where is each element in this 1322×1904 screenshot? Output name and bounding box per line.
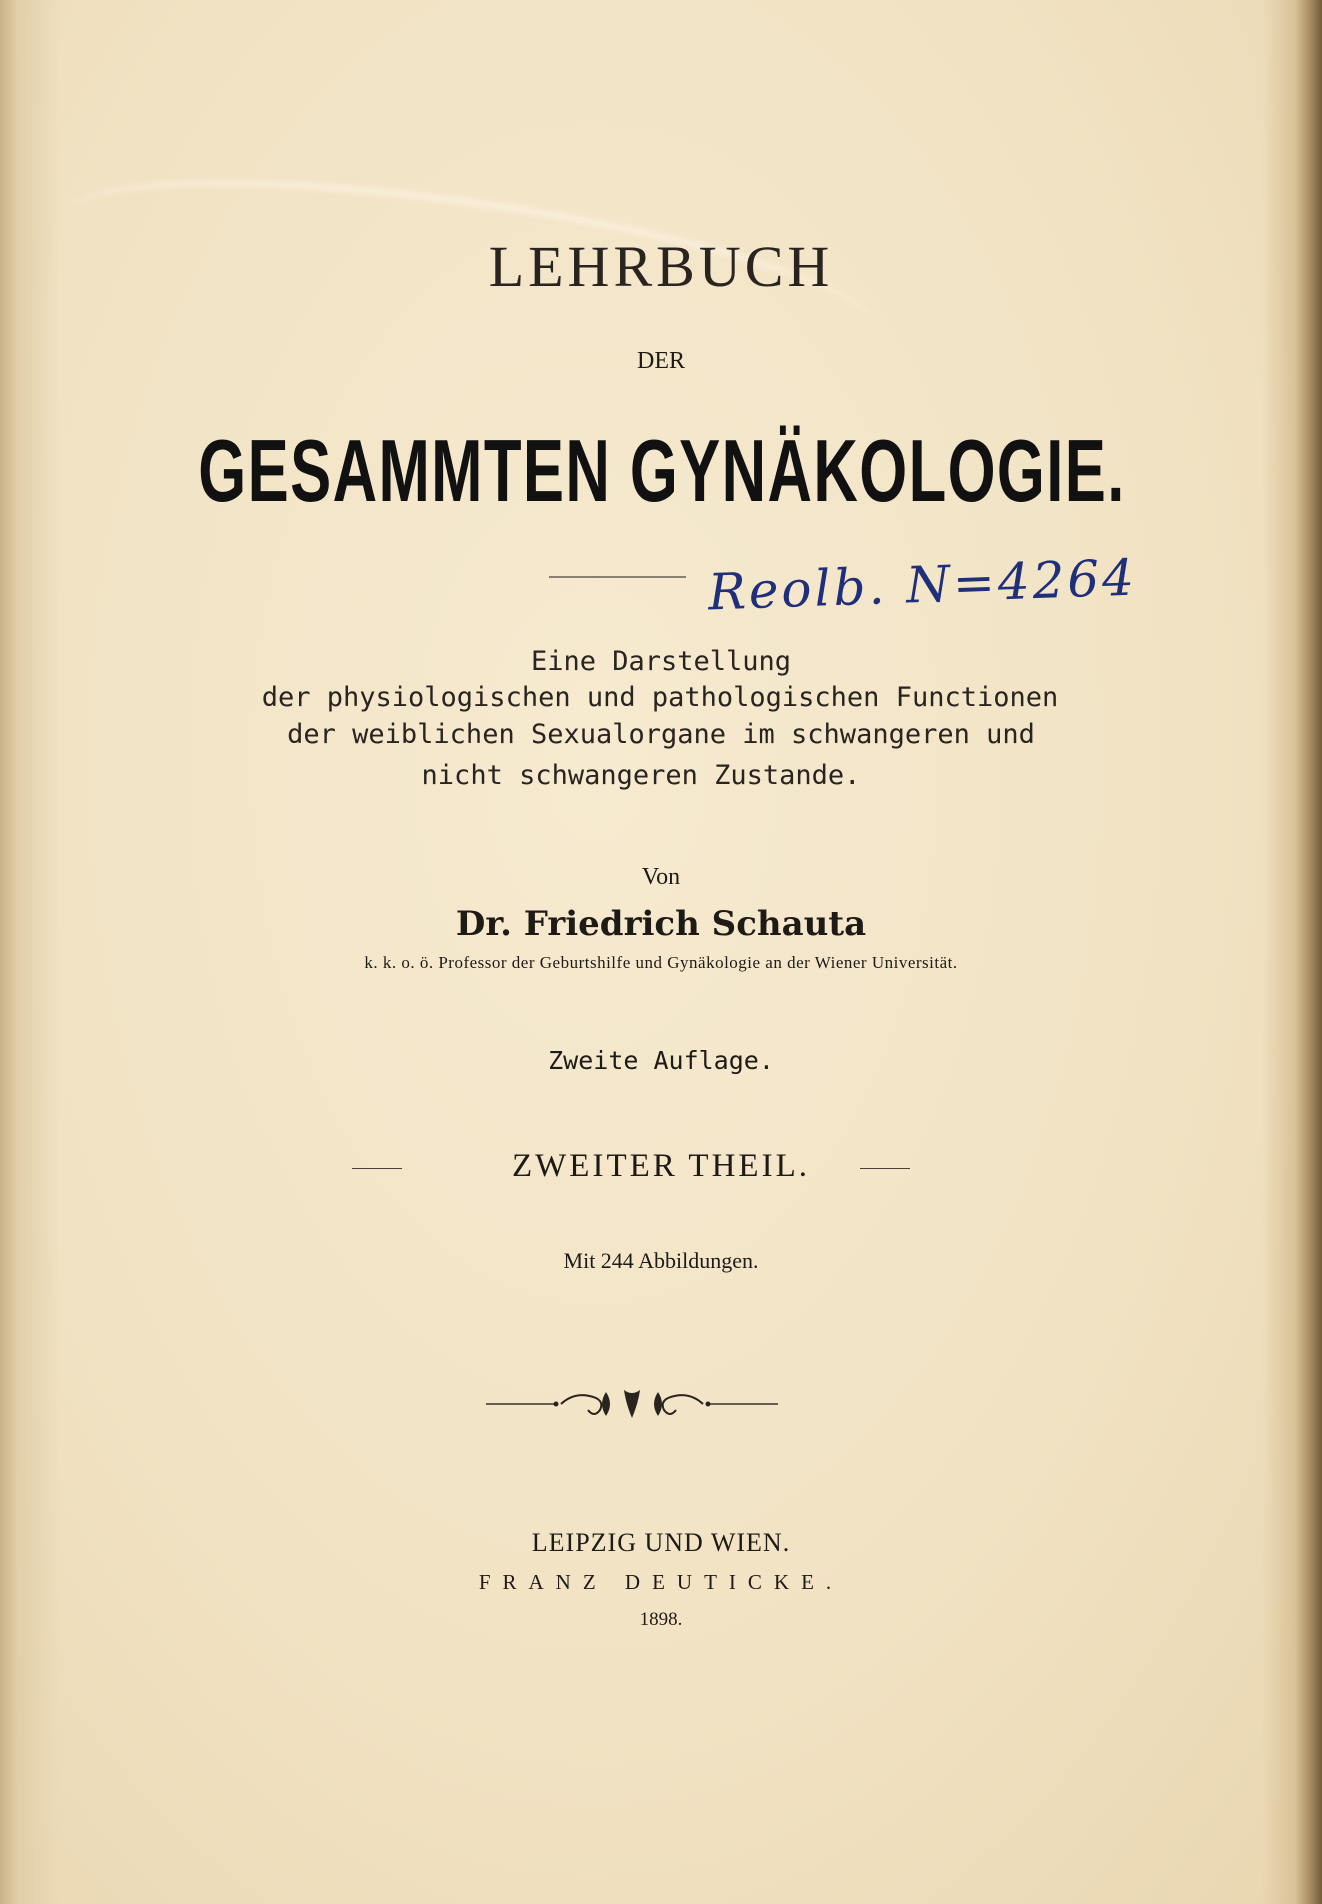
main-title: GESAMMTEN GYNÄKOLOGIE.: [198, 421, 1126, 520]
printer-ornament-icon: [486, 1384, 778, 1424]
publication-place: LEIPZIG UND WIEN.: [531, 1528, 791, 1557]
subtitle-line-4: nicht schwangeren Zustande.: [421, 760, 861, 791]
subtitle-line-1: Eine Darstellung: [530, 646, 792, 677]
subtitle-line-2: der physiologischen und pathologischen Functionen: [261, 682, 1059, 713]
publisher: FRANZ DEUTICKE.: [478, 1570, 844, 1594]
edition: Zweite Auflage.: [548, 1046, 774, 1075]
title-der: DER: [637, 348, 685, 374]
author-name: Dr. Friedrich Schauta: [455, 904, 867, 944]
author-title: k. k. o. ö. Professor der Geburtshilfe und Gynäkologie an der Wiener Universität.: [364, 953, 958, 972]
title-lehrbuch: LEHRBUCH: [488, 234, 834, 299]
divider-rule: [549, 576, 686, 578]
part-ornament-right: [860, 1168, 910, 1169]
publication-year: 1898.: [639, 1609, 683, 1630]
subtitle-line-3: der weiblichen Sexualorgane im schwangeren und: [287, 719, 1035, 750]
illustrations-count: Mit 244 Abbildungen.: [563, 1248, 759, 1273]
handwritten-inventory-number: Reolb. N=4264: [707, 548, 1138, 622]
part-label: ZWEITER THEIL.: [512, 1148, 810, 1184]
by-label: Von: [641, 864, 681, 890]
